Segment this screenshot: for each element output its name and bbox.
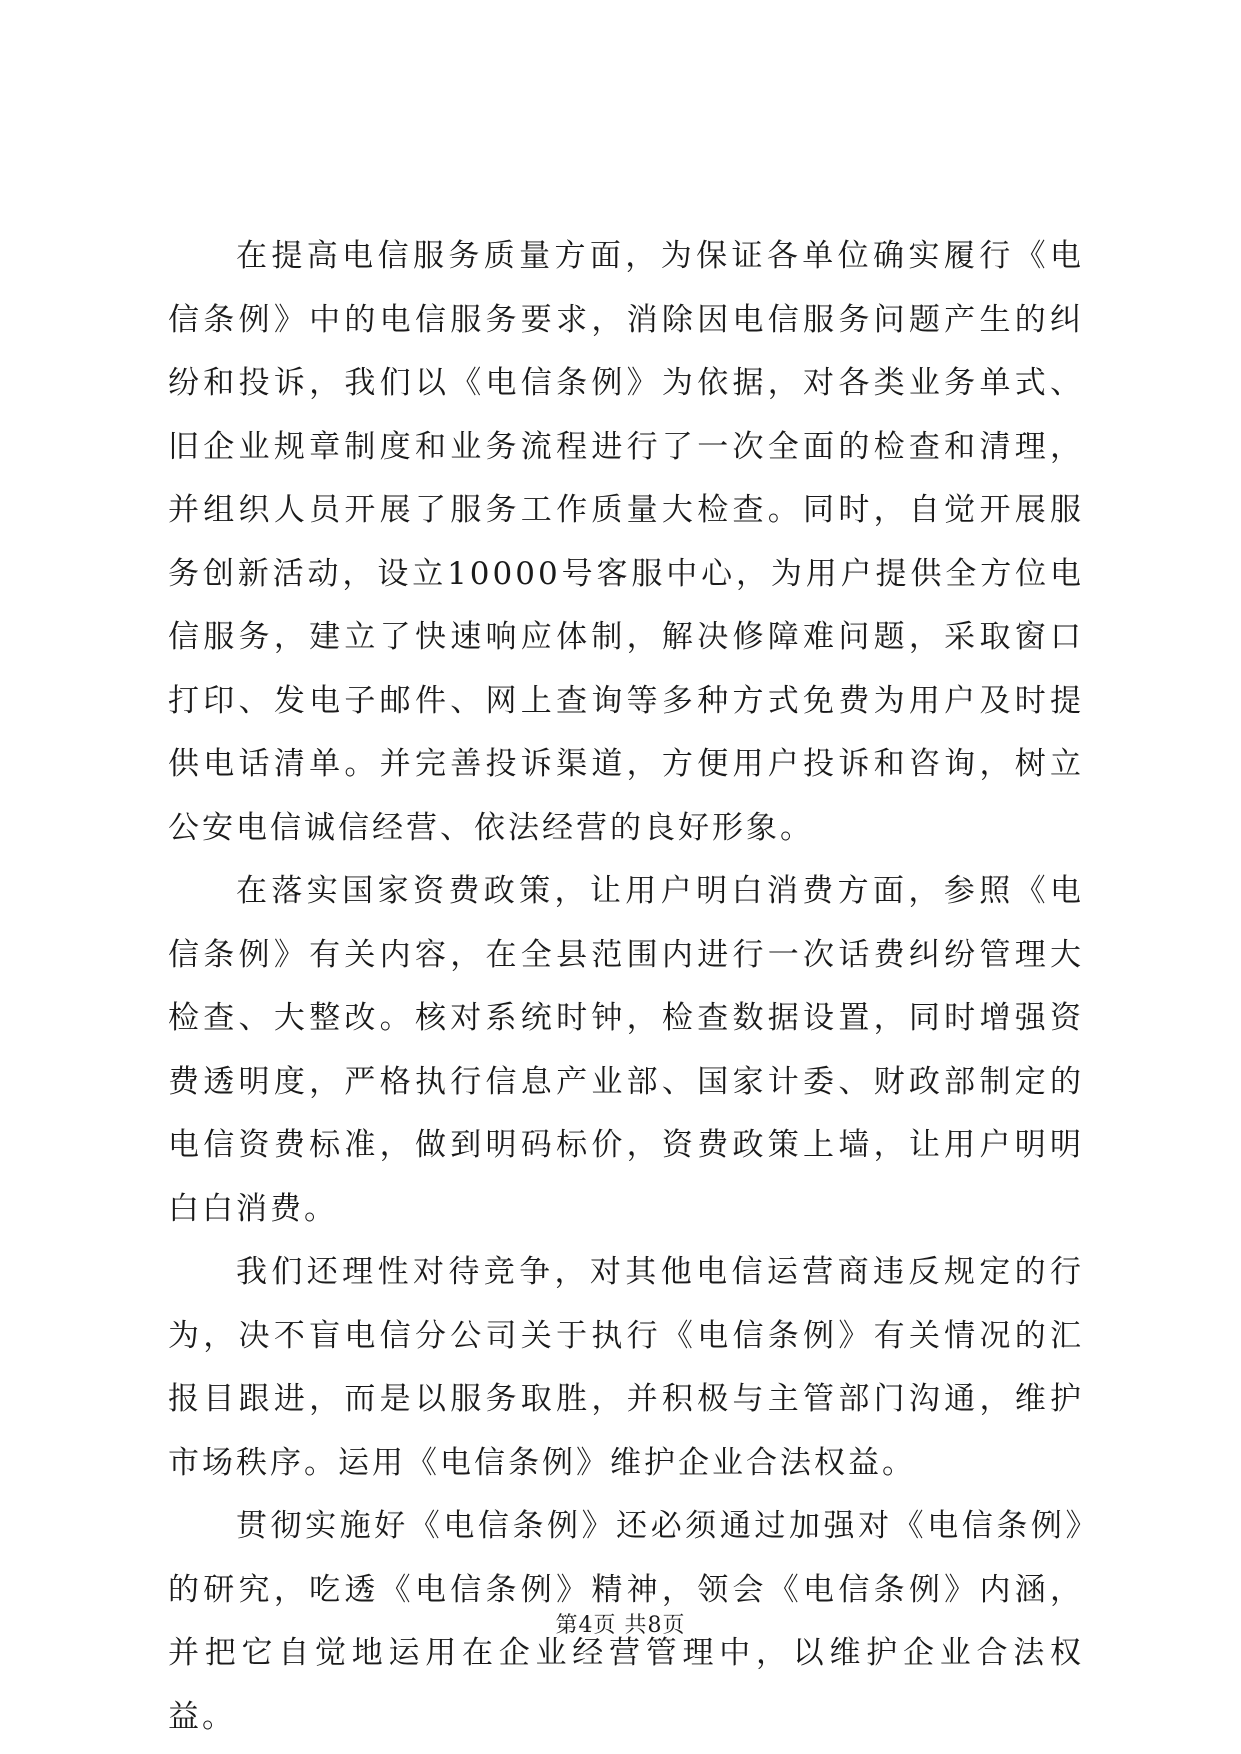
paragraph-2: 在落实国家资费政策，让用户明白消费方面，参照《电信条例》有关内容，在全县范围内进行一次话费纠纷管理大检查、大整改。核对系统时钟，检查数据设置，同时增强资费透明度，严格执行信息产业部、国家计委、财政部制定的电信资费标准，做到明码标价，资费政策上墙，让用户明明白白消费。 xyxy=(168,873,1084,1227)
paragraph-4: 贯彻实施好《电信条例》还必须通过加强对《电信条例》的研究，吃透《电信条例》精神，领会《电信条例》内涵，并把它自觉地运用在企业经营管理中，以维护企业合法权益。 xyxy=(168,1508,1084,1735)
paragraph-1: 在提高电信服务质量方面，为保证各单位确实履行《电信条例》中的电信服务要求，消除因电信服务问题产生的纠纷和投诉，我们以《电信条例》为依据，对各类业务单式、旧企业规章制度和业务流程进行了一次全面的检查和清理，并组织人员开展了服务工作质量大检查。同时，自觉开展服务创新活动，设立10000号客服中心，为用户提供全方位电信服务，建立了快速响应体制，解决修障难问题，采取窗口打印、发电子邮件、网上查询等多种方式免费为用户及时提供电话清单。并完善投诉渠道，方便用户投诉和咨询，树立公安电信诚信经营、依法经营的良好形象。 xyxy=(168,238,1084,846)
document-body xyxy=(168,225,1084,1749)
paragraph-3: 我们还理性对待竞争，对其他电信运营商违反规定的行为，决不盲电信分公司关于执行《电信条例》有关情况的汇报目跟进，而是以服务取胜，并积极与主管部门沟通，维护市场秩序。运用《电信条例》维护企业合法权益。 xyxy=(168,1254,1084,1481)
page-footer: 第4页 共8页 xyxy=(555,1613,686,1638)
